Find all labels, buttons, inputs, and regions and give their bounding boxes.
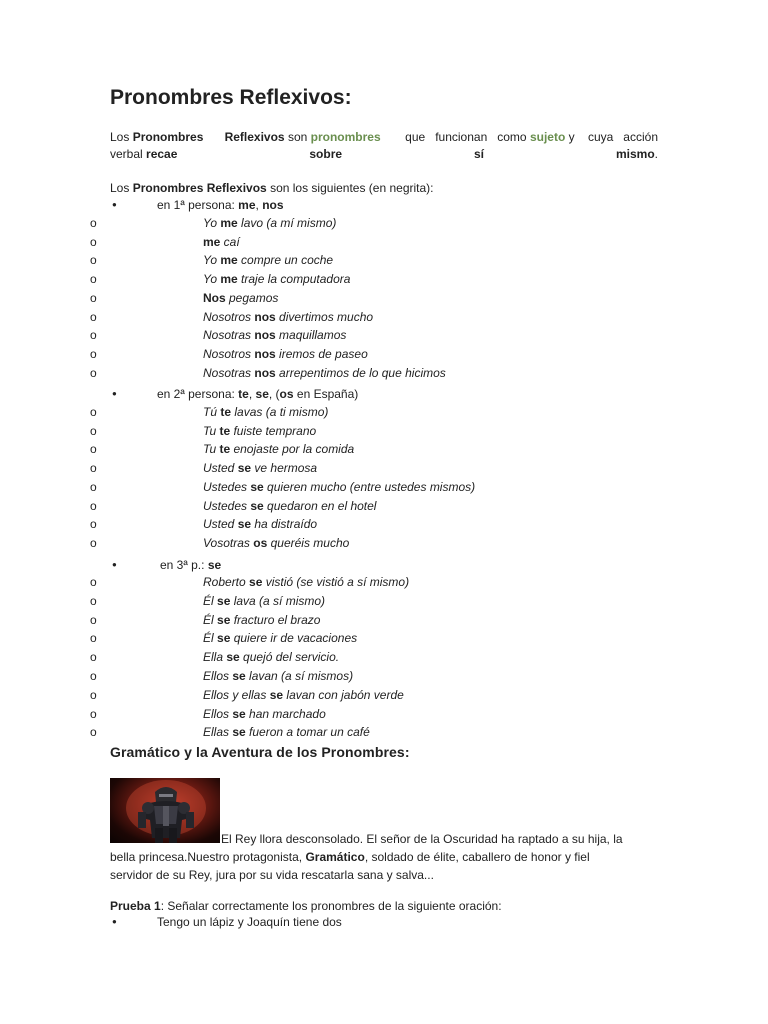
example-pronoun: te: [219, 423, 231, 438]
term-mismo: mismo: [615, 147, 655, 161]
example-predicate: fueron a tomar un café: [245, 725, 370, 740]
example-pronoun: nos: [254, 346, 276, 361]
example-subject: Ellos y ellas: [203, 687, 270, 702]
list-circle-icon: o: [90, 253, 97, 268]
example-subject: Ustedes: [203, 498, 251, 513]
list-circle-icon: o: [90, 631, 97, 646]
example-predicate: quiere ir de vacaciones: [230, 631, 358, 646]
first-person-example-6: [203, 308, 373, 326]
example-pronoun: se: [217, 593, 231, 608]
example-subject: Yo: [203, 216, 221, 230]
intro-text: Los: [110, 130, 133, 144]
intro-paragraph: [110, 129, 658, 163]
example-predicate: caí: [220, 234, 240, 249]
example-subject: Usted: [203, 517, 238, 532]
example-pronoun: nos: [254, 328, 276, 343]
second-person-example-7: [203, 515, 317, 533]
first-person-example-9: [203, 364, 446, 382]
second-person-example-1: [203, 403, 328, 421]
example-subject: Él: [203, 593, 218, 608]
heading-text: en 3ª p.:: [160, 558, 208, 572]
heading-text: ,: [248, 387, 256, 401]
example-predicate: compre un coche: [237, 253, 334, 268]
intro-text: verbal: [110, 147, 147, 161]
example-subject: Nosotras: [203, 328, 255, 343]
list-circle-icon: o: [90, 423, 97, 438]
bullet-icon: ●: [112, 389, 117, 398]
example-pronoun: se: [269, 687, 284, 702]
first-person-example-7: [203, 326, 346, 344]
first-person-example-4: [203, 270, 350, 288]
list-circle-icon: o: [90, 328, 97, 343]
first-person-example-8: [203, 345, 368, 363]
example-subject: Ellos: [203, 669, 233, 683]
example-pronoun: se: [226, 650, 240, 665]
third-person-example-6: [203, 667, 353, 685]
example-predicate: iremos de paseo: [275, 346, 368, 361]
list-circle-icon: o: [90, 725, 97, 740]
example-predicate: quieren mucho (entre ustedes mismos): [263, 479, 476, 494]
list-circle-icon: o: [90, 706, 97, 721]
example-pronoun: me: [220, 272, 238, 287]
section-title-gramatico: Gramático y la Aventura de los Pronombres:: [110, 744, 410, 760]
second-person-example-4: [203, 459, 317, 477]
list-intro-text: Los: [110, 181, 133, 195]
heading-text: en España): [293, 387, 359, 401]
list-circle-icon: o: [90, 669, 97, 683]
example-subject: Él: [203, 631, 218, 646]
list-circle-icon: o: [90, 346, 97, 361]
list-circle-icon: o: [90, 272, 97, 287]
example-subject: Nosotros: [203, 346, 255, 361]
prueba-text: : Señalar correctamente los pronombres de la siguiente oración:: [160, 899, 502, 913]
example-subject: Ustedes: [203, 479, 251, 494]
intro-line-2: [110, 146, 658, 163]
example-pronoun: se: [237, 461, 252, 476]
intro-text: son: [284, 130, 311, 144]
example-pronoun: se: [217, 631, 231, 646]
example-subject: Vosotras: [203, 535, 254, 550]
example-pronoun: se: [232, 706, 246, 721]
pronoun-se: se: [207, 558, 222, 572]
first-person-example-5: [203, 289, 278, 307]
example-pronoun: se: [250, 498, 264, 513]
third-person-example-9: [203, 723, 370, 741]
prueba-label: Prueba 1: [110, 899, 161, 913]
pronoun-nos: nos: [262, 198, 284, 212]
story-text: bella princesa.Nuestro protagonista,: [110, 850, 306, 864]
third-person-example-8: [203, 705, 326, 723]
prueba-bullet-text: Tengo un lápiz y Joaquín tiene dos: [157, 915, 342, 929]
example-pronoun: me: [220, 253, 238, 268]
heading-text: en 2ª persona:: [157, 387, 239, 401]
third-person-example-5: [203, 648, 339, 666]
list-circle-icon: o: [90, 498, 97, 513]
example-predicate: quejó del servicio.: [239, 650, 340, 665]
term-gramatico: Gramático: [305, 850, 365, 864]
list-circle-icon: o: [90, 687, 97, 702]
example-subject: Tu: [203, 423, 220, 438]
list-circle-icon: o: [90, 405, 97, 419]
example-pronoun: te: [220, 405, 232, 419]
example-predicate: lavan con jabón verde: [283, 687, 404, 702]
list-circle-icon: o: [90, 234, 97, 249]
story-paragraph: [110, 830, 658, 884]
link-pronombres[interactable]: pronombres: [310, 130, 381, 144]
second-person-example-3: [203, 440, 354, 458]
example-pronoun: se: [237, 517, 252, 532]
first-person-example-3: [203, 251, 333, 269]
example-subject: Él: [203, 612, 218, 627]
pronoun-me: me: [238, 198, 256, 212]
example-predicate: arrepentimos de lo que hicimos: [275, 365, 446, 380]
bullet-icon: ●: [112, 917, 117, 926]
bullet-icon: ●: [112, 200, 117, 209]
example-subject: Usted: [203, 461, 238, 476]
list-circle-icon: o: [90, 575, 97, 589]
intro-text: que funcionan como: [401, 130, 530, 144]
example-predicate: pegamos: [225, 290, 279, 305]
link-sujeto[interactable]: sujeto: [529, 130, 566, 144]
list-circle-icon: o: [90, 517, 97, 532]
third-person-example-7: [203, 686, 404, 704]
heading-text: , (: [268, 387, 280, 401]
example-pronoun: os: [253, 535, 268, 550]
example-subject: Tú: [203, 405, 221, 419]
list-circle-icon: o: [90, 365, 97, 380]
intro-text: y cuya acción: [565, 130, 658, 144]
list-circle-icon: o: [90, 461, 97, 476]
example-predicate: ha distraído: [251, 517, 318, 532]
list-circle-icon: o: [90, 442, 97, 457]
list-circle-icon: o: [90, 309, 97, 324]
list-circle-icon: o: [90, 535, 97, 550]
example-pronoun: Nos: [203, 290, 226, 305]
term-recae: recae: [146, 147, 178, 161]
third-person-example-4: [203, 629, 357, 647]
story-line-2: [110, 848, 658, 866]
first-person-example-1: [203, 214, 336, 232]
example-subject: Tu: [203, 442, 220, 457]
example-subject: Nosotros: [203, 309, 255, 324]
example-subject: Yo: [203, 272, 221, 287]
example-subject: Nosotras: [203, 365, 255, 380]
list-circle-icon: o: [90, 593, 97, 608]
heading-text: ,: [255, 198, 263, 212]
intro-line-1: [110, 129, 658, 146]
term-pronombres: Pronombres: [132, 130, 204, 144]
second-person-example-2: [203, 422, 316, 440]
example-pronoun: se: [249, 575, 263, 589]
list-circle-icon: o: [90, 290, 97, 305]
list-intro-text: son los siguientes (en negrita):: [266, 181, 434, 195]
pronoun-te: te: [238, 387, 249, 401]
example-subject: Ellas: [203, 725, 233, 740]
intro-text: .: [654, 147, 658, 161]
list-circle-icon: o: [90, 612, 97, 627]
example-pronoun: se: [217, 612, 231, 627]
second-person-example-5: [203, 478, 475, 496]
example-predicate: fracturo el brazo: [230, 612, 321, 627]
third-person-example-1: [203, 573, 409, 591]
example-predicate: traje la computadora: [237, 272, 351, 287]
example-pronoun: nos: [254, 365, 276, 380]
list-circle-icon: o: [90, 216, 97, 230]
example-subject: Ellos: [203, 706, 233, 721]
example-predicate: lava (a sí mismo): [230, 593, 326, 608]
second-person-example-6: [203, 497, 376, 515]
story-line-1: El Rey llora desconsolado. El señor de la Oscuridad ha raptado a su hija, la: [221, 832, 623, 846]
third-person-example-3: [203, 611, 320, 629]
example-subject: Roberto: [203, 575, 250, 589]
first-person-example-2: [203, 233, 240, 251]
example-predicate: fuiste temprano: [230, 423, 317, 438]
example-predicate: queréis mucho: [267, 535, 350, 550]
second-person-example-8: [203, 534, 349, 552]
second-person-heading: [157, 385, 358, 403]
example-predicate: lavas (a ti mismo): [231, 405, 329, 419]
example-predicate: han marchado: [245, 706, 326, 721]
example-predicate: lavo (a mí mismo): [237, 216, 337, 230]
term-si: sí: [474, 147, 485, 161]
example-pronoun: se: [232, 669, 246, 683]
page-title: Pronombres Reflexivos:: [110, 86, 352, 109]
list-circle-icon: o: [90, 650, 97, 665]
bullet-icon: ●: [112, 560, 117, 569]
list-intro: [110, 180, 658, 197]
third-person-example-2: [203, 592, 325, 610]
example-pronoun: nos: [254, 309, 276, 324]
term-sobre: sobre: [309, 147, 343, 161]
example-predicate: maquillamos: [275, 328, 347, 343]
example-pronoun: me: [203, 234, 221, 249]
pronoun-os: os: [279, 387, 294, 401]
example-subject: Yo: [203, 253, 221, 268]
example-pronoun: se: [250, 479, 264, 494]
example-pronoun: me: [220, 216, 238, 230]
list-circle-icon: o: [90, 479, 97, 494]
example-predicate: quedaron en el hotel: [263, 498, 377, 513]
example-subject: Ella: [203, 650, 227, 665]
first-person-heading: [157, 196, 284, 214]
third-person-heading: [160, 556, 221, 574]
example-predicate: vistió (se vistió a sí mismo): [262, 575, 410, 589]
term-reflexivos: Reflexivos: [224, 130, 285, 144]
pronoun-se: se: [255, 387, 269, 401]
example-pronoun: te: [219, 442, 231, 457]
story-text: , soldado de élite, caballero de honor y fiel: [364, 850, 590, 864]
example-predicate: lavan (a sí mismos): [245, 669, 354, 683]
list-intro-term: Pronombres Reflexivos: [132, 181, 267, 195]
story-line-3: servidor de su Rey, jura por su vida rescatarla sana y salva...: [110, 868, 434, 882]
example-predicate: ve hermosa: [251, 461, 318, 476]
example-predicate: divertimos mucho: [275, 309, 374, 324]
heading-text: en 1ª persona:: [157, 198, 239, 212]
example-pronoun: se: [232, 725, 246, 740]
example-predicate: enojaste por la comida: [230, 442, 355, 457]
